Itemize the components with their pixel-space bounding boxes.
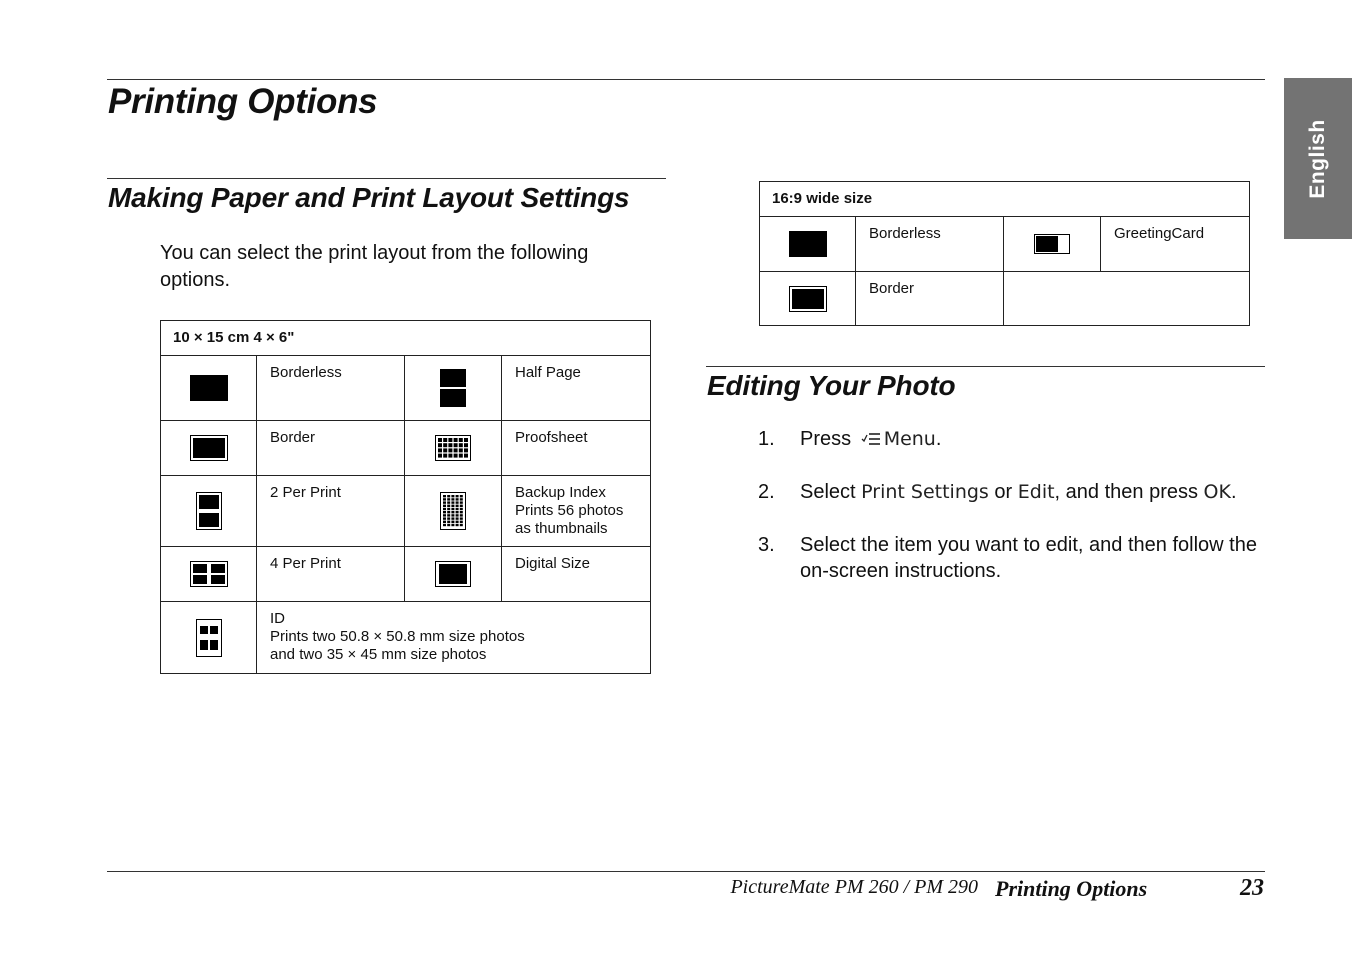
table-header: 16:9 wide size (760, 182, 1250, 217)
ui-term-edit: Edit (1017, 481, 1055, 503)
section-heading-layout: Making Paper and Print Layout Settings (108, 182, 630, 213)
borderless-layout-icon (190, 375, 228, 401)
layout-table-10x15 (160, 320, 651, 674)
id-layout-icon (196, 619, 222, 657)
layout-option-label: Backup Index Prints 56 photos as thumbnails (502, 476, 651, 547)
section-heading-edit: Editing Your Photo (707, 370, 956, 401)
language-tab (1284, 78, 1352, 239)
proofsheet-layout-icon (435, 435, 471, 461)
layout-option-label: Borderless (856, 217, 1004, 272)
edit-steps-list (758, 426, 1278, 611)
language-tab-label: English (1306, 118, 1329, 199)
intro-paragraph: You can select the print layout from the following options. (160, 242, 589, 291)
layout-option-label: Half Page (502, 356, 651, 421)
digital-size-layout-icon (435, 561, 471, 587)
footer-product: PictureMate PM 260 / PM 290 (730, 876, 978, 898)
backup-index-layout-icon (440, 492, 466, 530)
table-header: 10 × 15 cm 4 × 6" (161, 321, 651, 356)
ui-term-print-settings: Print Settings (861, 481, 989, 503)
page-number: 23 (1240, 875, 1264, 901)
section1-rule (107, 178, 666, 179)
half-page-layout-icon (440, 369, 466, 407)
layout-option-label: Border (257, 421, 405, 476)
layout-option-label: Digital Size (502, 547, 651, 602)
list-item: 2. Select Print Settings or Edit, and then press OK. (758, 481, 1237, 503)
four-per-print-layout-icon (190, 561, 228, 587)
layout-option-label: Proofsheet (502, 421, 651, 476)
page-title: Printing Options (108, 82, 378, 121)
layout-option-label: Borderless (257, 356, 405, 421)
list-item: 3. Select the item you want to edit, and then follow the on-screen instructions. (758, 534, 1257, 582)
list-item: 1. Press Menu. (758, 428, 942, 450)
menu-button-name: Menu (883, 428, 936, 450)
layout-table-16x9 (759, 181, 1250, 326)
border-layout-icon (190, 435, 228, 461)
layout-option-label: 2 Per Print (257, 476, 405, 547)
ui-term-ok: OK (1203, 481, 1231, 503)
layout-option-label: 4 Per Print (257, 547, 405, 602)
menu-icon (861, 431, 881, 447)
footer-section: Printing Options (995, 876, 1148, 901)
greeting-card-layout-icon (1034, 234, 1070, 254)
section2-rule (706, 366, 1265, 367)
layout-option-label: Border (856, 272, 1004, 326)
wide-border-layout-icon (789, 286, 827, 312)
top-rule (107, 79, 1265, 80)
layout-option-label: GreetingCard (1101, 217, 1250, 272)
two-per-print-layout-icon (196, 492, 222, 530)
layout-option-label: ID Prints two 50.8 × 50.8 mm size photos and two 35 × 45 mm size photos (257, 602, 651, 674)
empty-cell (1004, 272, 1250, 326)
wide-borderless-layout-icon (789, 231, 827, 257)
footer-rule (107, 871, 1265, 872)
